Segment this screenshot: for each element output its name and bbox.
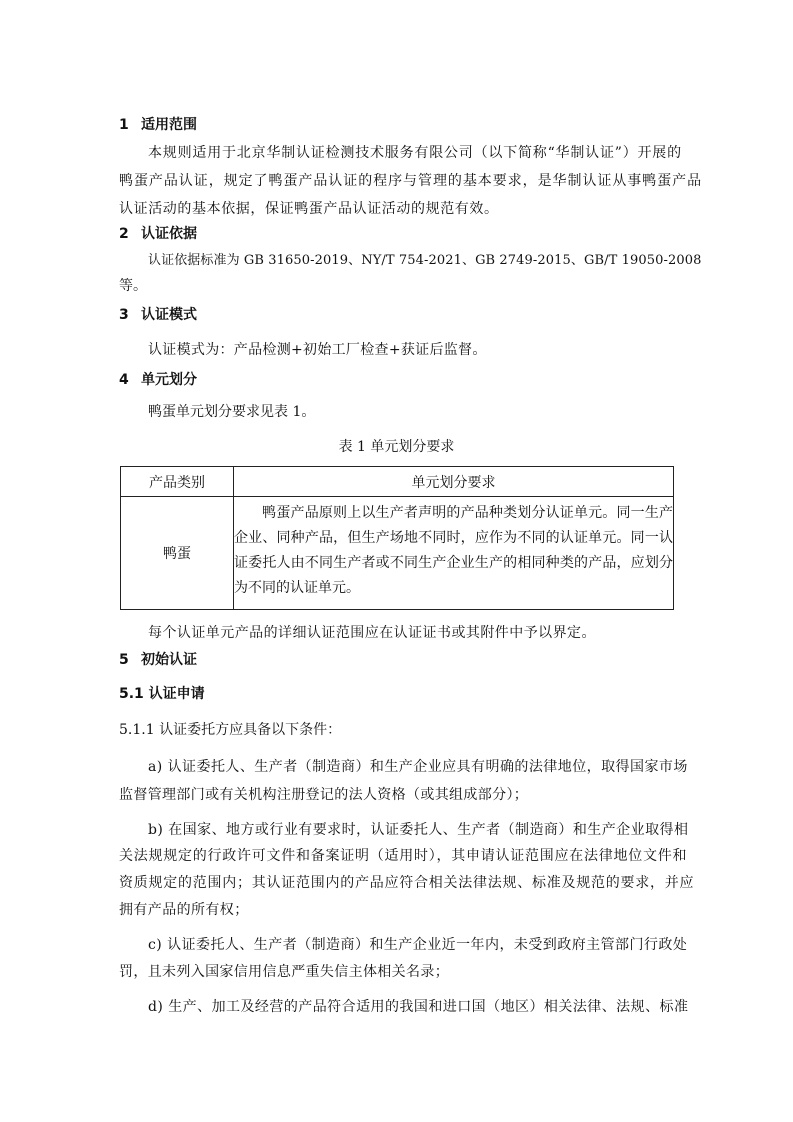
section-heading-1 [119, 115, 197, 135]
subsection-heading-5-1: 5.1 认证申请 [119, 686, 205, 702]
table-cell-requirement [234, 497, 674, 610]
table-header-cell: 产品类别 [121, 467, 234, 497]
condition-b-line: 拥有产品的所有权； [119, 902, 249, 918]
section-title: 认证模式 [141, 307, 197, 323]
condition-a-line: a) 认证委托人、生产者（制造商）和生产企业应具有明确的法律地位，取得国家市场 [148, 759, 688, 775]
paragraph-line: 鸭蛋产品认证，规定了鸭蛋产品认证的程序与管理的基本要求，是华制认证从事鸭蛋产品 [119, 173, 703, 189]
paragraph-line: 认证活动的基本依据，保证鸭蛋产品认证活动的规范有效。 [119, 201, 499, 217]
section-number: 5 [119, 652, 129, 668]
section-title: 适用范围 [141, 117, 197, 133]
table-header-row [121, 467, 674, 497]
table-cell-category: 鸭蛋 [121, 497, 234, 610]
paragraph-line: 本规则适用于北京华制认证检测技术服务有限公司（以下简称“华制认证”）开展的 [148, 145, 682, 161]
section-heading-2 [119, 224, 197, 244]
requirement-text: 鸭蛋产品原则上以生产者声明的产品种类划分认证单元。同一生产企业、同种产品，但生产场地不同时，应作为不同的认证单元。同一认证委托人由不同生产者或不同生产企业生产的相同种类的产品，应划分为不同的认证单元。 [234, 505, 673, 596]
section-number: 1 [119, 117, 129, 133]
section-title: 认证依据 [141, 226, 197, 242]
paragraph-line: 认证依据标准为 GB 31650-2019、NY/T 754-2021、GB 2749-2015、GB/T 19050-2008 [148, 253, 702, 268]
table-caption: 表 1 单元划分要求 [338, 439, 455, 455]
section-number: 2 [119, 226, 129, 242]
condition-b-line: 关法规规定的行政许可文件和备案证明（适用时），其申请认证范围应在法律地位文件和 [119, 848, 688, 864]
section-number: 3 [119, 307, 129, 323]
paragraph-line: 鸭蛋单元划分要求见表 1。 [148, 404, 316, 420]
section-title: 单元划分 [141, 372, 197, 388]
condition-c-line: 罚，且未列入国家信用信息严重失信主体相关名录； [119, 964, 450, 980]
section-heading-4 [119, 370, 197, 390]
section-title: 初始认证 [141, 652, 197, 668]
paragraph-line: 认证模式为：产品检测+初始工厂检查+获证后监督。 [148, 342, 487, 358]
condition-b-line: b) 在国家、地方或行业有要求时，认证委托人、生产者（制造商）和生产企业取得相 [148, 822, 689, 838]
section-heading-5 [119, 650, 197, 670]
subsection-heading-5-1-1: 5.1.1 认证委托方应具备以下条件： [119, 722, 342, 738]
unit-division-table [120, 466, 674, 610]
section-heading-3 [119, 305, 197, 325]
paragraph-line: 每个认证单元产品的详细认证范围应在认证证书或其附件中予以界定。 [148, 625, 596, 641]
condition-c-line: c) 认证委托人、生产者（制造商）和生产企业近一年内，未受到政府主管部门行政处 [148, 937, 688, 953]
condition-b-line: 资质规定的范围内；其认证范围内的产品应符合相关法律法规、标准及规范的要求，并应 [119, 875, 695, 891]
section-number: 4 [119, 372, 129, 388]
condition-a-line: 监督管理部门或有关机构注册登记的法人资格（或其组成部分）； [119, 787, 529, 803]
paragraph-line: 等。 [119, 278, 147, 294]
condition-d-line: d) 生产、加工及经营的产品符合适用的我国和进口国（地区）相关法律、法规、标准 [148, 999, 689, 1015]
table-row [121, 497, 674, 610]
table-header-cell: 单元划分要求 [234, 467, 674, 497]
